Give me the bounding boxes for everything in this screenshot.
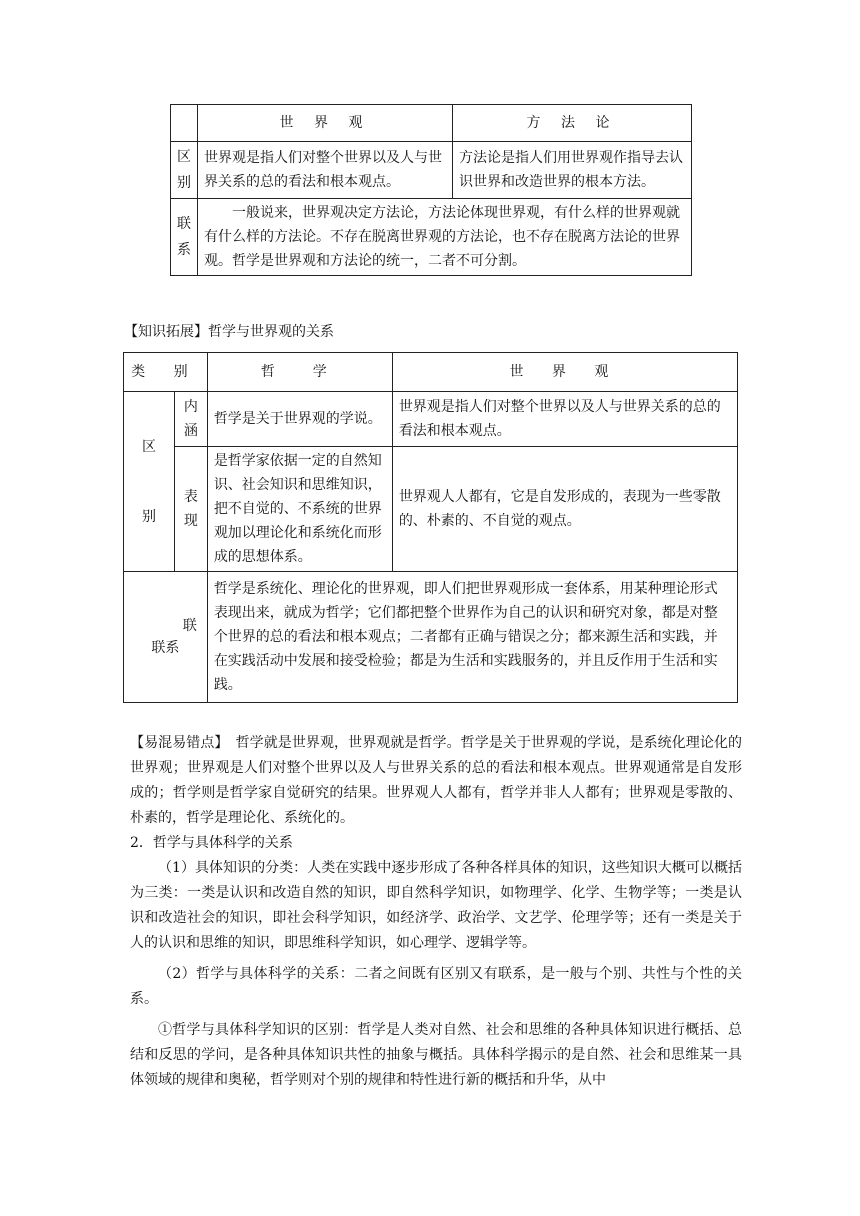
difference-methodology: 方法论是指人们用世界观作指导去认识世界和改造世界的根本方法。 xyxy=(453,142,692,199)
row-label-difference: 区 别 xyxy=(124,392,175,572)
confusion-label: 【易混易错点】 xyxy=(130,735,222,751)
connection-text: 哲学是系统化、理论化的世界观，即人们把世界观形成一套体系，用某种理论形式表现出来，就成为哲学；它们都把整个世界作为自己的认识和研究对象，都是对整个世界的总的看法和根本观点；二者都有正确与错误之分；都来源生活和实践，并在实践活动中发展和接受检验；都是为生活和实践服务的，并且反作用于生活和实践。 xyxy=(207,572,737,703)
header-methodology: 方 法 论 xyxy=(453,105,692,142)
table-header-row xyxy=(171,105,692,142)
worldview-methodology-table xyxy=(170,104,692,276)
manifestation-philosophy: 是哲学家依据一定的自然知识、社会知识和思维知识，把不自觉的、不系统的世界观加以理论化和系统化而形成的思想体系。 xyxy=(207,447,392,572)
connotation-label: 内涵 xyxy=(175,392,208,447)
table-row-connection xyxy=(124,572,738,703)
difference-worldview: 世界观是指人们对整个世界以及人与世界关系的总的看法和根本观点。 xyxy=(198,142,453,199)
header-category: 类 别 xyxy=(124,353,208,392)
table-row-difference xyxy=(171,142,692,199)
row-label-connection: 联 系 xyxy=(171,199,198,276)
table-corner-cell xyxy=(171,105,198,142)
header-worldview: 世 界 观 xyxy=(392,353,737,392)
connotation-philosophy: 哲学是关于世界观的学说。 xyxy=(207,392,392,447)
table-row-connection xyxy=(171,199,692,276)
connection-text: 一般说来，世界观决定方法论，方法论体现世界观，有什么样的世界观就有什么样的方法论。不存在脱离世界观的方法论，也不存在脱离方法论的世界观。哲学是世界观和方法论的统一，二者不可分割。 xyxy=(198,199,692,276)
manifestation-worldview: 世界观人人都有，它是自发形成的，表现为一些零散的、朴素的、不自觉的观点。 xyxy=(392,447,737,572)
paragraph-philosophy-science-difference: ①哲学与具体科学知识的区别：哲学是人类对自然、社会和思维的各种具体知识进行概括、总结和反思的学问，是各种具体知识共性的抽象与概括。具体科学揭示的是自然、社会和思维某一具体领域的规律和奥秘，哲学则对个别的规律和特性进行新的概括和升华，从中 xyxy=(130,1022,742,1088)
confusion-text: 哲学就是世界观，世界观就是哲学。哲学是关于世界观的学说，是系统化理论化的世界观；世界观是人们对整个世界以及人与世界关系的总的看法和根本观点。世界观通常是自发形成的；哲学则是哲学家自觉研究的结果。世界观人人都有，哲学并非人人都有；世界观是零散的、朴素的，哲学是理论化、系统化的。 xyxy=(130,735,743,826)
row-label-difference: 区 别 xyxy=(171,142,198,199)
manifestation-label: 表现 xyxy=(175,447,208,572)
table-row-connotation xyxy=(124,392,738,447)
section-2-title: 2．哲学与具体科学的关系 xyxy=(130,835,293,851)
paragraph-knowledge-classification: （1）具体知识的分类：人类在实践中逐步形成了各种各样具体的知识，这些知识大概可以概括为三类：一类是认识和改造自然的知识，即自然科学知识，如物理学、化学、生物学等；一类是认识和改造社会的知识，即社会科学知识，如经济学、政治学、文艺学、伦理学等；还有一类是关于人的认识和思维的知识，即思维科学知识，如心理学、逻辑学等。 xyxy=(130,860,742,951)
header-philosophy: 哲 学 xyxy=(207,353,392,392)
confusion-paragraph xyxy=(130,731,742,831)
table-row-manifestation xyxy=(124,447,738,572)
table-header-row xyxy=(124,353,738,392)
row-label-connection: 联 联系 xyxy=(124,572,208,703)
header-worldview: 世 界 观 xyxy=(198,105,453,142)
philosophy-worldview-table xyxy=(123,352,738,703)
knowledge-expansion-title: 【知识拓展】哲学与世界观的关系 xyxy=(124,324,334,340)
paragraph-philosophy-science-relation: （2）哲学与具体科学的关系：二者之间既有区别又有联系，是一般与个别、共性与个性的关系。 xyxy=(130,966,742,1007)
connotation-worldview: 世界观是指人们对整个世界以及人与世界关系的总的看法和根本观点。 xyxy=(392,392,737,447)
